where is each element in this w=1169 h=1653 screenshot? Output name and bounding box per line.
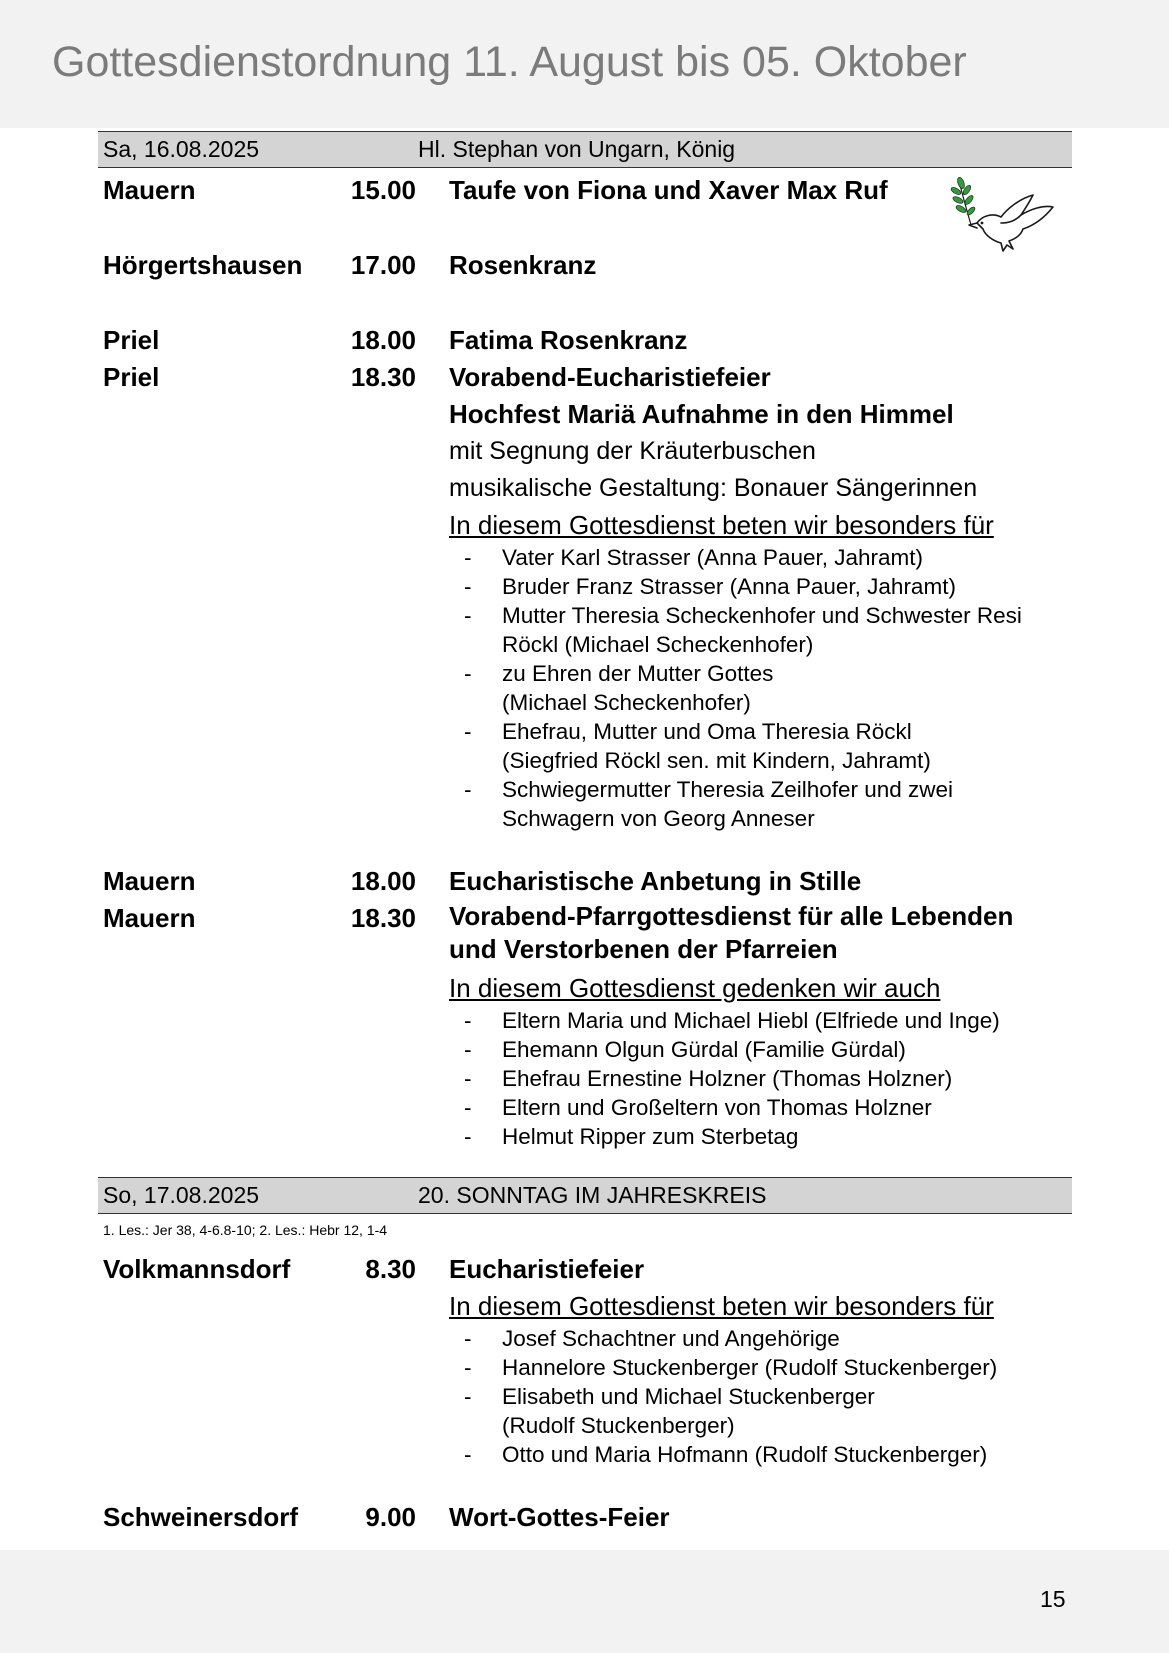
- day-feast: 20. SONNTAG IM JAHRESKREIS: [418, 1182, 767, 1208]
- service-entry: [98, 1251, 1072, 1469]
- service-entry: [98, 247, 1072, 284]
- service-place: Mauern: [103, 903, 196, 933]
- service-place: Hörgertshausen: [103, 250, 303, 280]
- service-place: Priel: [103, 325, 160, 355]
- page-number: 15: [1040, 1586, 1066, 1612]
- service-entry: [98, 172, 1072, 209]
- intention-item: - Helmut Ripper zum Sterbetag: [463, 1122, 1072, 1151]
- intention-item: - Eltern und Großeltern von Thomas Holzner: [463, 1093, 1072, 1122]
- service-time: 18.30: [350, 903, 416, 933]
- dove-with-olive-branch-icon: [949, 175, 1059, 265]
- service-detail: musikalische Gestaltung: Bonauer Sängerinnen: [449, 474, 978, 502]
- service-title: Vorabend-Eucharistiefeier: [449, 362, 771, 392]
- intention-item: - Otto und Maria Hofmann (Rudolf Stuckenberger): [463, 1440, 1072, 1469]
- service-time: 18.00: [350, 325, 416, 355]
- service-title: Vorabend-Pfarrgottesdienst für alle Lebenden: [449, 901, 1014, 931]
- intention-item: - Vater Karl Strasser (Anna Pauer, Jahramt): [463, 543, 1072, 572]
- service-time: 18.00: [350, 866, 416, 896]
- intention-item: - Ehefrau, Mutter und Oma Theresia Röckl (Siegfried Röckl sen. mit Kindern, Jahramt): [463, 717, 1072, 775]
- service-entry: [98, 322, 1072, 359]
- service-title: Rosenkranz: [449, 250, 597, 280]
- day-date: So, 17.08.2025: [103, 1182, 260, 1208]
- intention-item: - Bruder Franz Strasser (Anna Pauer, Jahramt): [463, 572, 1072, 601]
- intentions-heading: In diesem Gottesdienst beten wir besonders für: [449, 1291, 994, 1321]
- readings: 1. Les.: Jer 38, 4-6.8-10; 2. Les.: Hebr 12, 1-4: [103, 1222, 388, 1238]
- intention-item: - Elisabeth und Michael Stuckenberger (Rudolf Stuckenberger): [463, 1382, 1072, 1440]
- service-detail: mit Segnung der Kräuterbuschen: [449, 437, 816, 465]
- schedule: [98, 131, 1072, 1536]
- service-place: Volkmannsdorf: [103, 1254, 291, 1284]
- intentions-list: [449, 1324, 1072, 1469]
- service-title: Wort-Gottes-Feier: [449, 1502, 670, 1532]
- service-title: und Verstorbenen der Pfarreien: [449, 934, 838, 964]
- intention-item: - Schwiegermutter Theresia Zeilhofer und zwei Schwagern von Georg Anneser: [463, 775, 1072, 833]
- service-title: Eucharistiefeier: [449, 1254, 645, 1284]
- page-title: Gottesdienstordnung 11. August bis 05. Oktober: [52, 38, 967, 86]
- day-feast: Hl. Stephan von Ungarn, König: [418, 136, 736, 162]
- intentions-heading: In diesem Gottesdienst gedenken wir auch: [449, 973, 941, 1003]
- intention-item: - Ehemann Olgun Gürdal (Familie Gürdal): [463, 1035, 1072, 1064]
- footer-band: [0, 1550, 1169, 1653]
- intention-item: - Josef Schachtner und Angehörige: [463, 1324, 1072, 1353]
- day-header: [98, 1177, 1072, 1214]
- service-feast-title: Hochfest Mariä Aufnahme in den Himmel: [449, 399, 954, 429]
- day-header: [98, 131, 1072, 168]
- intentions-list: [449, 543, 1072, 833]
- intentions-list: [449, 1006, 1072, 1151]
- intention-item: - Hannelore Stuckenberger (Rudolf Stuckenberger): [463, 1353, 1072, 1382]
- intention-item: - zu Ehren der Mutter Gottes (Michael Scheckenhofer): [463, 659, 1072, 717]
- service-title: Eucharistische Anbetung in Stille: [449, 866, 862, 896]
- service-entry: [98, 359, 1072, 833]
- service-place: Mauern: [103, 175, 196, 205]
- service-place: Mauern: [103, 866, 196, 896]
- intention-item: - Eltern Maria und Michael Hiebl (Elfriede und Inge): [463, 1006, 1072, 1035]
- service-time: 9.00: [365, 1502, 416, 1532]
- service-place: Schweinersdorf: [103, 1502, 299, 1532]
- service-title: Taufe von Fiona und Xaver Max Ruf: [449, 175, 888, 205]
- service-entry: [98, 863, 1072, 900]
- day-date: Sa, 16.08.2025: [103, 136, 260, 162]
- intention-item: - Mutter Theresia Scheckenhofer und Schwester Resi Röckl (Michael Scheckenhofer): [463, 601, 1072, 659]
- header-band: [0, 0, 1169, 128]
- service-entry: [98, 900, 1072, 1151]
- intention-item: - Ehefrau Ernestine Holzner (Thomas Holzner): [463, 1064, 1072, 1093]
- service-time: 8.30: [365, 1254, 416, 1284]
- service-place: Priel: [103, 362, 160, 392]
- service-time: 17.00: [350, 250, 416, 280]
- service-time: 18.30: [350, 362, 416, 392]
- service-title: Fatima Rosenkranz: [449, 325, 688, 355]
- intentions-heading: In diesem Gottesdienst beten wir besonders für: [449, 510, 994, 540]
- service-time: 15.00: [350, 175, 416, 205]
- service-entry: [98, 1499, 1072, 1536]
